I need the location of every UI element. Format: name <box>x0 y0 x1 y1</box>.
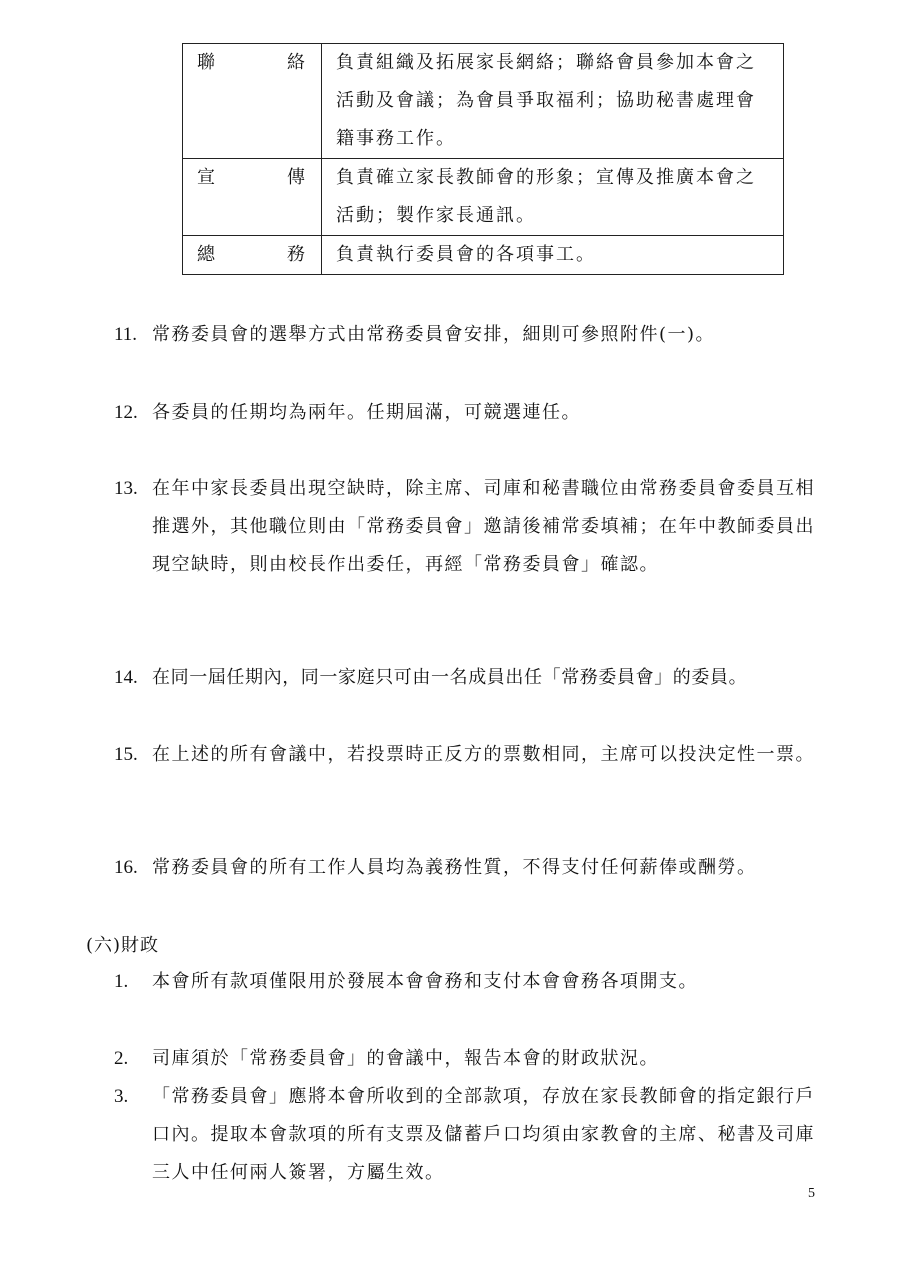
table-row <box>183 236 784 275</box>
role-label-right: 絡 <box>287 52 307 73</box>
list-item <box>114 849 824 887</box>
table-row <box>183 159 784 236</box>
item-number: 15. <box>114 744 138 765</box>
item-number: 13. <box>114 478 138 499</box>
role-description: 負責執行委員會的各項事工。 <box>322 236 784 275</box>
role-cell <box>183 236 322 275</box>
role-label-left: 宣 <box>197 167 217 188</box>
role-description: 負責組織及拓展家長網絡；聯絡會員參加本會之活動及會議；為會員爭取福利；協助秘書處理會籍事務工作。 <box>322 44 784 159</box>
item-text: 本會所有款項僅限用於發展本會會務和支付本會會務各項開支。 <box>152 971 698 992</box>
list-item <box>114 1040 824 1078</box>
item-number: 14. <box>114 667 138 688</box>
item-number: 11. <box>114 324 138 345</box>
role-cell <box>183 44 322 159</box>
role-label-right: 傳 <box>287 167 307 188</box>
item-number: 3. <box>114 1086 129 1107</box>
role-cell <box>183 159 322 236</box>
list-item <box>114 316 824 354</box>
item-text: 在上述的所有會議中，若投票時正反方的票數相同，主席可以投決定性一票。 <box>152 744 815 765</box>
list-item <box>114 736 824 774</box>
item-text: 常務委員會的所有工作人員均為義務性質，不得支付任何薪俸或酬勞。 <box>152 857 757 878</box>
roles-table <box>182 43 784 275</box>
list-item <box>114 1078 824 1192</box>
item-text: 在同一屆任期內，同一家庭只可由一名成員出任「常務委員會」的委員。 <box>152 667 748 688</box>
item-text: 司庫須於「常務委員會」的會議中，報告本會的財政狀況。 <box>152 1048 659 1069</box>
table-row <box>183 44 784 159</box>
section-heading: (六)財政 <box>86 935 160 956</box>
list-item <box>114 470 824 584</box>
list-item <box>114 659 834 697</box>
item-text: 「常務委員會」應將本會所收到的全部款項，存放在家長教師會的指定銀行戶口內。提取本會款項的所有支票及儲蓄戶口均須由家教會的主席、秘書及司庫三人中任何兩人簽署，方屬生效。 <box>152 1086 815 1183</box>
page-number: 5 <box>808 1186 815 1201</box>
role-label-left: 聯 <box>197 52 217 73</box>
item-text: 各委員的任期均為兩年。任期屆滿，可競選連任。 <box>152 402 581 423</box>
item-number: 1. <box>114 971 129 992</box>
item-text: 在年中家長委員出現空缺時，除主席、司庫和秘書職位由常務委員會委員互相推選外，其他職位則由「常務委員會」邀請後補常委填補；在年中教師委員出現空缺時，則由校長作出委任，再經「常務委員會」確認。 <box>152 478 815 575</box>
item-text: 常務委員會的選舉方式由常務委員會安排，細則可參照附件(一)。 <box>152 324 716 345</box>
item-number: 12. <box>114 402 138 423</box>
list-item <box>114 394 824 432</box>
item-number: 2. <box>114 1048 129 1069</box>
list-item <box>114 963 824 1001</box>
item-number: 16. <box>114 857 138 878</box>
role-label-left: 總 <box>197 244 217 265</box>
role-label-right: 務 <box>287 244 307 265</box>
role-description: 負責確立家長教師會的形象；宣傳及推廣本會之活動；製作家長通訊。 <box>322 159 784 236</box>
